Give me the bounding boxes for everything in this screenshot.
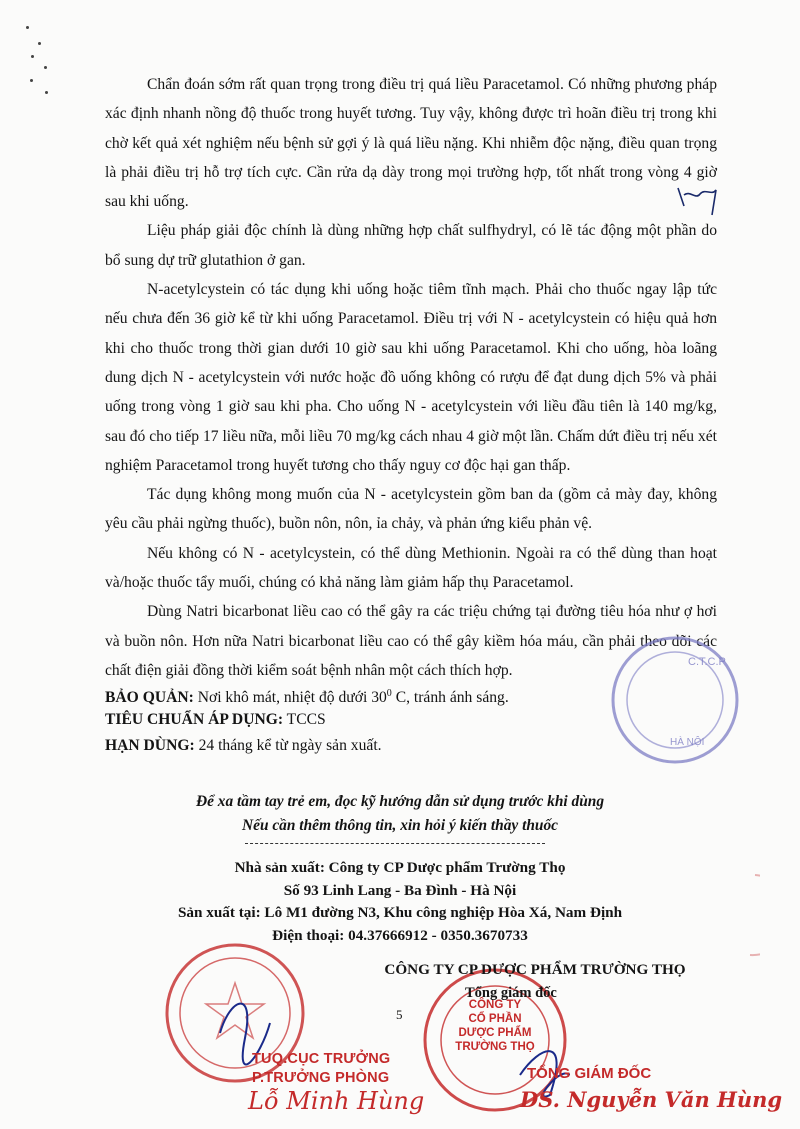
- standard-value: TCCS: [283, 711, 326, 728]
- expiry-value: 24 tháng kể từ ngày sản xuất.: [194, 737, 382, 754]
- svg-text:HÀ NỘI: HÀ NỘI: [670, 737, 705, 748]
- stamp-line-1: CÔNG TY: [468, 999, 522, 1011]
- left-title-line-2: P.TRƯỞNG PHÒNG: [252, 1070, 390, 1086]
- warning-line-2: Nếu cần thêm thông tin, xin hỏi ý kiến thầy thuốc: [242, 817, 558, 834]
- paragraph-side-effects: Tác dụng không mong muốn của N - acetylcystein gồm ban da (gồm cả mày đay, không yêu cầu phải ngừng thuốc), buồn nôn, nôn, ỉa chảy, và phản ứng kiểu phản vệ.: [105, 486, 717, 533]
- paragraph-bicarbonat: Dùng Natri bicarbonat liều cao có thể gây ra các triệu chứng tại đường tiêu hóa như ợ hơi và buồn nôn. Hơn nữa Natri bicarbonat liều cao có thể gây kiềm hóa máu, cần phải theo dõi các chất điện giải đồng thời kiểm soát bệnh nhân một cách thích hợp.: [105, 603, 717, 679]
- manufacturer-address: Số 93 Linh Lang - Ba Đình - Hà Nội: [283, 881, 517, 899]
- right-signatory-title: TỔNG GIÁM ĐỐC: [527, 1065, 652, 1082]
- stamp-line-3: DƯỢC PHẨM: [458, 1027, 532, 1039]
- storage-text: Nơi khô mát, nhiệt độ dưới 30: [193, 689, 387, 707]
- standard-label: TIÊU CHUẨN ÁP DỤNG:: [105, 711, 284, 728]
- storage-text-after: C, tránh ánh sáng.: [391, 689, 509, 707]
- paragraph-acetylcystein: N-acetylcystein có tác dụng khi uống hoặc tiêm tĩnh mạch. Phải cho thuốc ngay lập tức nếu chưa đến 36 giờ kể từ khi uống Paracetamol. Điều trị với N - acetylcystein có hiệu quả hơn khi cho thuốc trong thời gian dưới 10 giờ sau khi uống Paracetamol. Khi cho uống, hòa loãng dung dịch N - acetylcystein với nước hoặc đồ uống không có rượu để đạt dung dịch 5% và phải uống trong vòng 1 giờ sau khi pha. Cho uống N - acetylcystein với liều đầu tiên là 140 mg/kg, sau đó cho tiếp 17 liều nữa, mỗi liều 70 mg/kg cách nhau 4 giờ một lần. Chấm dứt điều trị nếu xét nghiệm Paracetamol trong huyết tương cho thấy nguy cơ độc hại gan thấp.: [105, 281, 717, 474]
- manufacturer-factory: Sản xuất tại: Lô M1 đường N3, Khu công nghiệp Hòa Xá, Nam Định: [177, 904, 623, 922]
- stamp-line-4: TRƯỜNG THỌ: [455, 1041, 535, 1053]
- storage-degree: 0: [386, 688, 392, 699]
- ceo-role: Tổng giám đốc: [465, 985, 557, 1001]
- manufacturer-name: Nhà sản xuất: Công ty CP Dược phẩm Trường Thọ: [234, 859, 566, 876]
- svg-text:C.T.C.P: C.T.C.P: [688, 656, 726, 668]
- paragraph-methionin: Nếu không có N - acetylcystein, có thể dùng Methionin. Ngoài ra có thể dùng than hoạt và/hoặc thuốc tẩy muối, chúng có khả năng làm giảm hấp thụ Paracetamol.: [105, 544, 717, 592]
- stamp-line-2: CỔ PHẦN: [468, 1013, 522, 1025]
- left-title-line-1: TUQ.CỤC TRƯỞNG: [252, 1051, 391, 1067]
- expiry-label: HẠN DÙNG:: [105, 737, 195, 754]
- paragraph-antidote: Liệu pháp giải độc chính là dùng những hợp chất sulfhydryl, có lẽ tác động một phần do bổ sung dự trữ glutathion ở gan.: [105, 222, 717, 269]
- manufacturer-phone: Điện thoại: 04.37666912 - 0350.3670733: [272, 927, 528, 945]
- warning-line-1: Để xa tầm tay trẻ em, đọc kỹ hướng dẫn sử dụng trước khi dùng: [195, 793, 605, 810]
- storage-label: BẢO QUẢN:: [105, 689, 194, 707]
- company-sign-title: CÔNG TY CP DƯỢC PHẨM TRƯỜNG THỌ: [384, 961, 686, 978]
- left-signatory-name: Lỗ Minh Hùng: [248, 1087, 425, 1115]
- paragraph-diagnosis: Chẩn đoán sớm rất quan trọng trong điều trị quá liều Paracetamol. Có những phương pháp xác định nhanh nồng độ thuốc trong huyết tương. Tuy vậy, không được trì hoãn điều trị trong khi chờ kết quả xét nghiệm nếu bệnh sử gợi ý là quá liều nặng. Khi nhiễm độc nặng, điều quan trọng là phải điều trị hỗ trợ tích cực. Cần rửa dạ dày trong mọi trường hợp, tốt nhất trong vòng 4 giờ sau khi uống.: [105, 76, 717, 211]
- page-number: 5: [396, 1007, 403, 1022]
- right-signatory-name: DS. Nguyễn Văn Hùng: [520, 1087, 783, 1112]
